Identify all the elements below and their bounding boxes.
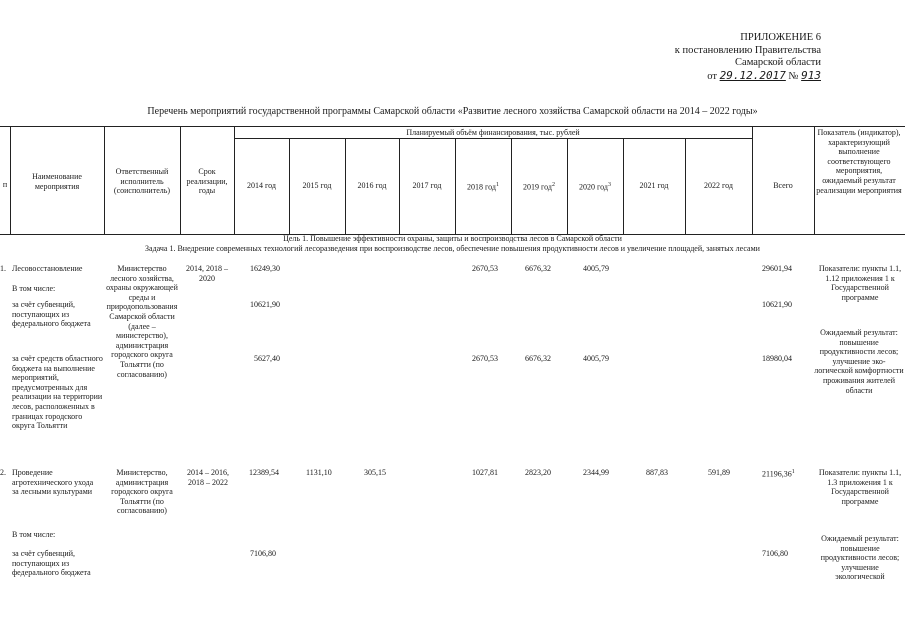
row-number: 2. [0,468,6,477]
regional-total: 18980,04 [762,354,792,363]
header-year-2021: 2021 год [639,181,669,190]
appendix-date-line: от 29.12.2017 № 913 [707,68,821,82]
value-2014: 16249,30 [250,264,280,273]
document-title: Перечень мероприятий государственной программы Самарской области «Развитие лесного хозяйства Самарской области на 2014 – 2022 годы» [147,106,758,117]
including-label: В том числе: [12,284,56,293]
indicator-text: Показатели: пункты 1.1, 1.3 приложения 1 к Государственной программе [818,468,902,506]
regional-budget-label: за счёт средств областного бюджета на выполнение мероприятий, предусмотренных для реализации на территории лесов, расположенных в границах городского округа Тольятти [12,354,103,431]
value-2019: 6676,32 [525,264,551,273]
subsidy-total: 7106,80 [762,549,788,558]
header-year-2022: 2022 год [704,181,733,190]
including-label: В том числе: [12,530,56,539]
header-indicator: Показатель (индикатор), характеризующий выполнение соответствующего мероприятия, ожидаемый результат реализации мероприятия [816,128,902,195]
goal-row: Цель 1. Повышение эффективности охраны, защиты и воспроизводства лесов в Самарской области [283,234,622,243]
term: 2014 – 2016, 2018 – 2022 [187,468,229,487]
header-executor: Ответственный исполнитель (соисполнитель) [113,167,171,196]
value-total: 29601,94 [762,264,792,273]
value-2019: 2823,20 [525,468,551,477]
regional-2019: 6676,32 [525,354,551,363]
header-term: Срок реализации, годы [186,167,228,196]
header-year-2016: 2016 год [357,181,387,190]
value-2020: 2344,99 [583,468,609,477]
header-total: Всего [773,181,793,190]
activity-name: Проведение агротехнического ухода за лесными культурами [12,468,94,497]
subsidy-2014: 7106,80 [250,549,276,558]
header-year-2015: 2015 год [302,181,332,190]
subsidy-2014: 10621,90 [250,300,280,309]
row-number: 1. [0,264,6,273]
activity-name: Лесовосстановление [12,264,83,273]
subsidy-label: за счёт субвенций, поступающих из федерального бюджета [12,549,91,578]
handwritten-number: 913 [801,68,821,82]
value-2022: 591,89 [708,468,730,477]
regional-2014: 5627,40 [254,354,280,363]
value-2016: 305,15 [364,468,386,477]
executor: Министерство лесного хозяйства, охраны окружающей среды и природопользования Самарской области (далее – министерство), администрация городского округа Тольятти (по согласованию) [106,264,178,379]
subsidy-label: за счёт субвенций, поступающих из федерального бюджета [12,300,91,329]
header-year-2020: 2020 год$^3$ [579,182,611,192]
value-2014: 12389,54 [249,468,279,477]
value-2021: 887,83 [646,468,668,477]
appendix-line: к постановлению Правительства [674,44,821,56]
regional-2018: 2670,53 [472,354,498,363]
executor: Министерство, администрация городского округа Тольятти (по согласованию) [111,468,173,516]
handwritten-date: 29.12.2017 [719,68,786,82]
indicator-text: Показатели: пункты 1.1, 1.12 приложения 1 к Государственной программе [818,264,902,302]
header-year-2014: 2014 год [247,181,276,190]
term: 2014, 2018 – 2020 [186,264,228,283]
expected-result: Ожидаемый результат: повышение продуктивности лесов; улучшение эко-логической комфортности проживания жителей области [814,328,904,395]
header-num: п [2,180,8,189]
header-year-2017: 2017 год [412,181,442,190]
header-year-2018: 2018 год$^1$ [467,182,499,192]
appendix-line: ПРИЛОЖЕНИЕ 6 [740,32,821,43]
header-name: Наименование мероприятия [32,172,82,191]
task-row: Задача 1. Внедрение современных технологий лесоразведения при воспроизводстве лесов, обеспечение повышения продуктивности лесов и увеличение площадей, занятых лесами [145,244,760,253]
expected-result: Ожидаемый результат: повышение продуктивности лесов; улучшение экологической [820,534,900,582]
header-year-2019: 2019 год$^2$ [523,182,555,192]
value-2015: 1131,10 [306,468,332,477]
value-2018: 2670,53 [472,264,498,273]
value-2020: 4005,79 [583,264,609,273]
appendix-line: Самарской области [735,57,821,68]
subsidy-total: 10621,90 [762,300,792,309]
value-2018: 1027,81 [472,468,498,477]
appendix-header [675,32,821,83]
value-total: 21196,36$^1$ [762,469,795,479]
regional-2020: 4005,79 [583,354,609,363]
header-finance: Планируемый объём финансирования, тыс. рублей [406,128,580,137]
